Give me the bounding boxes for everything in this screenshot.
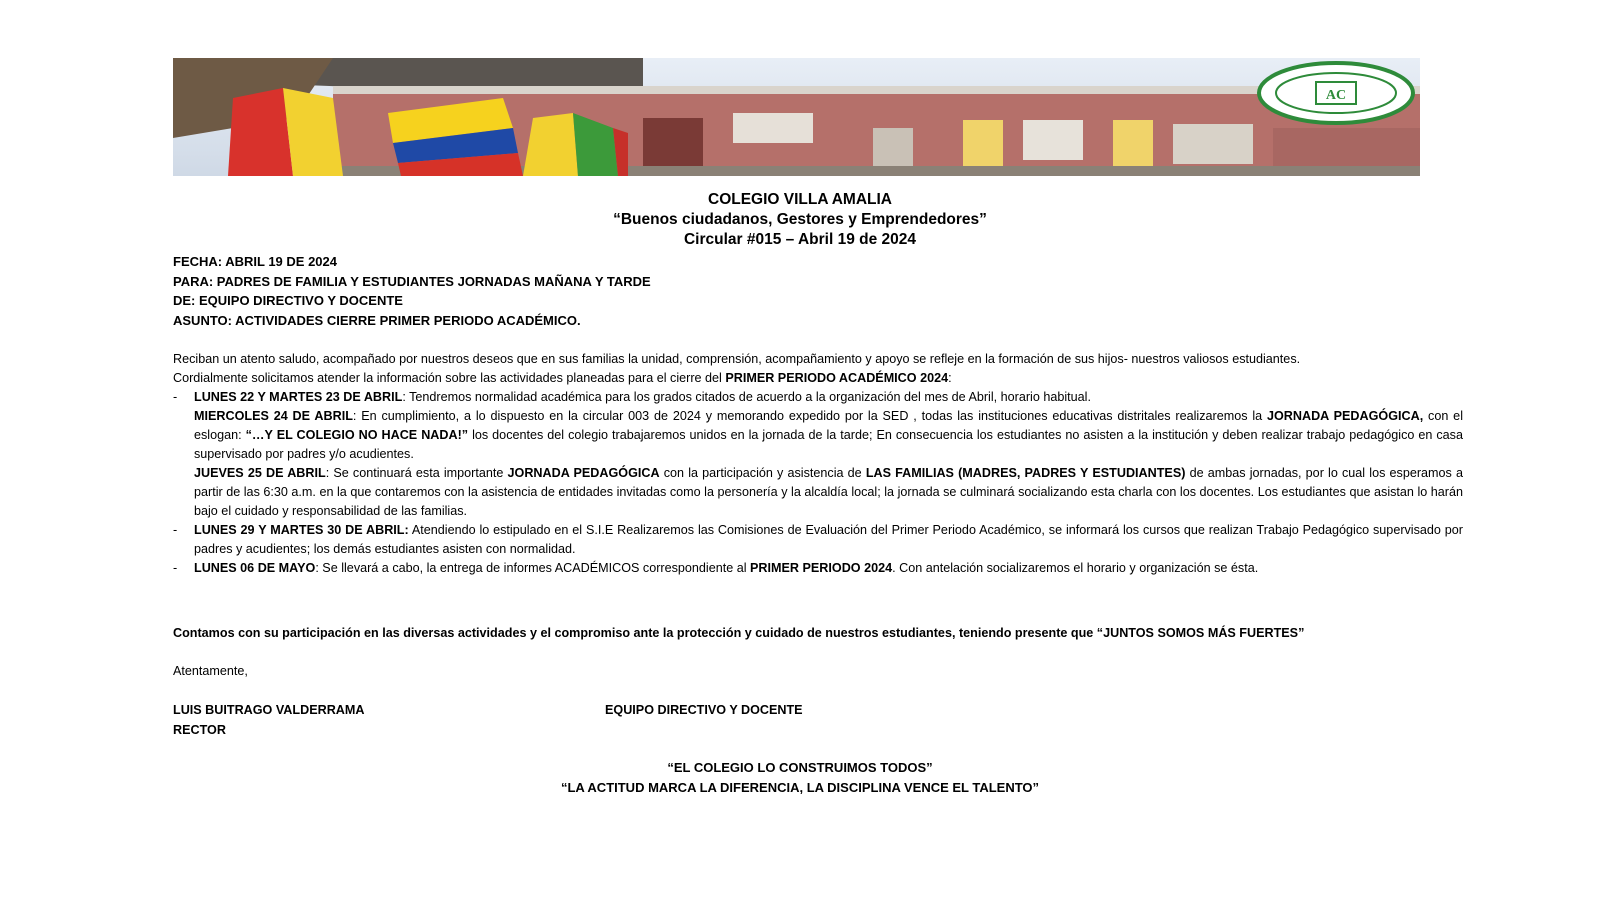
meta-fecha: FECHA: ABRIL 19 DE 2024 [173,254,337,269]
circular-body [173,350,1463,578]
meta-asunto: ASUNTO: ACTIVIDADES CIERRE PRIMER PERIODO ACADÉMICO. [173,312,581,328]
rector-name: LUIS BUITRAGO VALDERRAMA [173,703,365,717]
list-item: JUEVES 25 DE ABRIL: Se continuará esta importante JORNADA PEDAGÓGICA con la participación y asistencia de LAS FAMILIAS (MADRES, PADRES Y ESTUDIANTES) de ambas jornadas, por lo cual los esperamos a partir de las 6:30 a.m. en la que contaremos con la asistencia de entidades invitadas como la personería y la alcaldía local; la jornada se culminará socializando esta charla con los docentes. Los estudiantes que asistan lo harán bajo el cuidado y responsabilidad de las familias. [194,466,1463,518]
school-name: COLEGIO VILLA AMALIA [708,191,892,208]
greeting-paragraph: Reciban un atento saludo, acompañado por nuestros deseos que en sus familias la unidad, comprensión, acompañamiento y apoyo se refleje en la formación de sus hijos- nuestros valiosos estudiantes. [173,352,1301,366]
meta-de: DE: EQUIPO DIRECTIVO Y DOCENTE [173,293,403,308]
motto-line-1: “EL COLEGIO LO CONSTRUIMOS TODOS” [667,760,933,775]
school-building-image [173,58,1420,176]
rector-signature [173,701,364,740]
activities-list [173,388,1463,578]
regards-text: Atentamente, [173,664,248,678]
red-yellow-flag [228,88,343,176]
intro-paragraph: Cordialmente solicitamos atender la información sobre las actividades planeadas para el cierre del PRIMER PERIODO ACADÉMICO 2024: [173,371,952,385]
school-mottos [0,758,1600,798]
document-heading [0,190,1600,250]
header-banner-photo [173,58,1420,176]
meta-para: PARA: PADRES DE FAMILIA Y ESTUDIANTES JORNADAS MAÑANA Y TARDE [173,273,651,289]
school-logo [1256,60,1416,126]
list-item: - LUNES 29 Y MARTES 30 DE ABRIL: Atendiendo lo estipulado en el S.I.E Realizaremos las Comisiones de Evaluación del Primer Periodo Académico, se informará los cursos que realizan Trabajo Pedagógico supervisado por padres y acudientes; los demás estudiantes asisten con normalidad. [173,523,1463,556]
logo-letters: AC [1325,88,1347,103]
list-item: - LUNES 06 DE MAYO: Se llevará a cabo, la entrega de informes ACADÉMICOS correspondiente al PRIMER PERIODO 2024. Con antelación socializaremos el horario y organización se ésta. [173,561,1259,575]
circular-number: Circular #015 – Abril 19 de 2024 [683,231,917,248]
team-signature: EQUIPO DIRECTIVO Y DOCENTE [605,703,803,717]
list-item: MIERCOLES 24 DE ABRIL: En cumplimiento, a lo dispuesto en la circular 003 de 2024 y memorando expedido por la SED , todas las instituciones educativas distritales realizaremos la JORNADA PEDAGÓGICA, con el eslogan: “…Y EL COLEGIO NO HACE NADA!” los docentes del colegio trabajaremos unidos en la jornada de la tarde; En consecuencia los estudiantes no asisten a la institución y deben realizar trabajo pedagógico en casa supervisado por padres y/o acudientes. [194,409,1463,461]
motto-line-2: “LA ACTITUD MARCA LA DIFERENCIA, LA DISCIPLINA VENCE EL TALENTO” [560,780,1040,795]
circular-meta [173,252,651,330]
closing-statement: Contamos con su participación en las diversas actividades y el compromiso ante la protección y cuidado de nuestros estudiantes, teniendo presente que “JUNTOS SOMOS MÁS FUERTES” [173,626,1305,640]
list-item: - LUNES 22 Y MARTES 23 DE ABRIL: Tendremos normalidad académica para los grados citados de acuerdo a la organización del mes de Abril, horario habitual. [173,390,1091,404]
school-slogan: “Buenos ciudadanos, Gestores y Emprendedores” [613,211,987,228]
rector-role: RECTOR [173,722,226,737]
